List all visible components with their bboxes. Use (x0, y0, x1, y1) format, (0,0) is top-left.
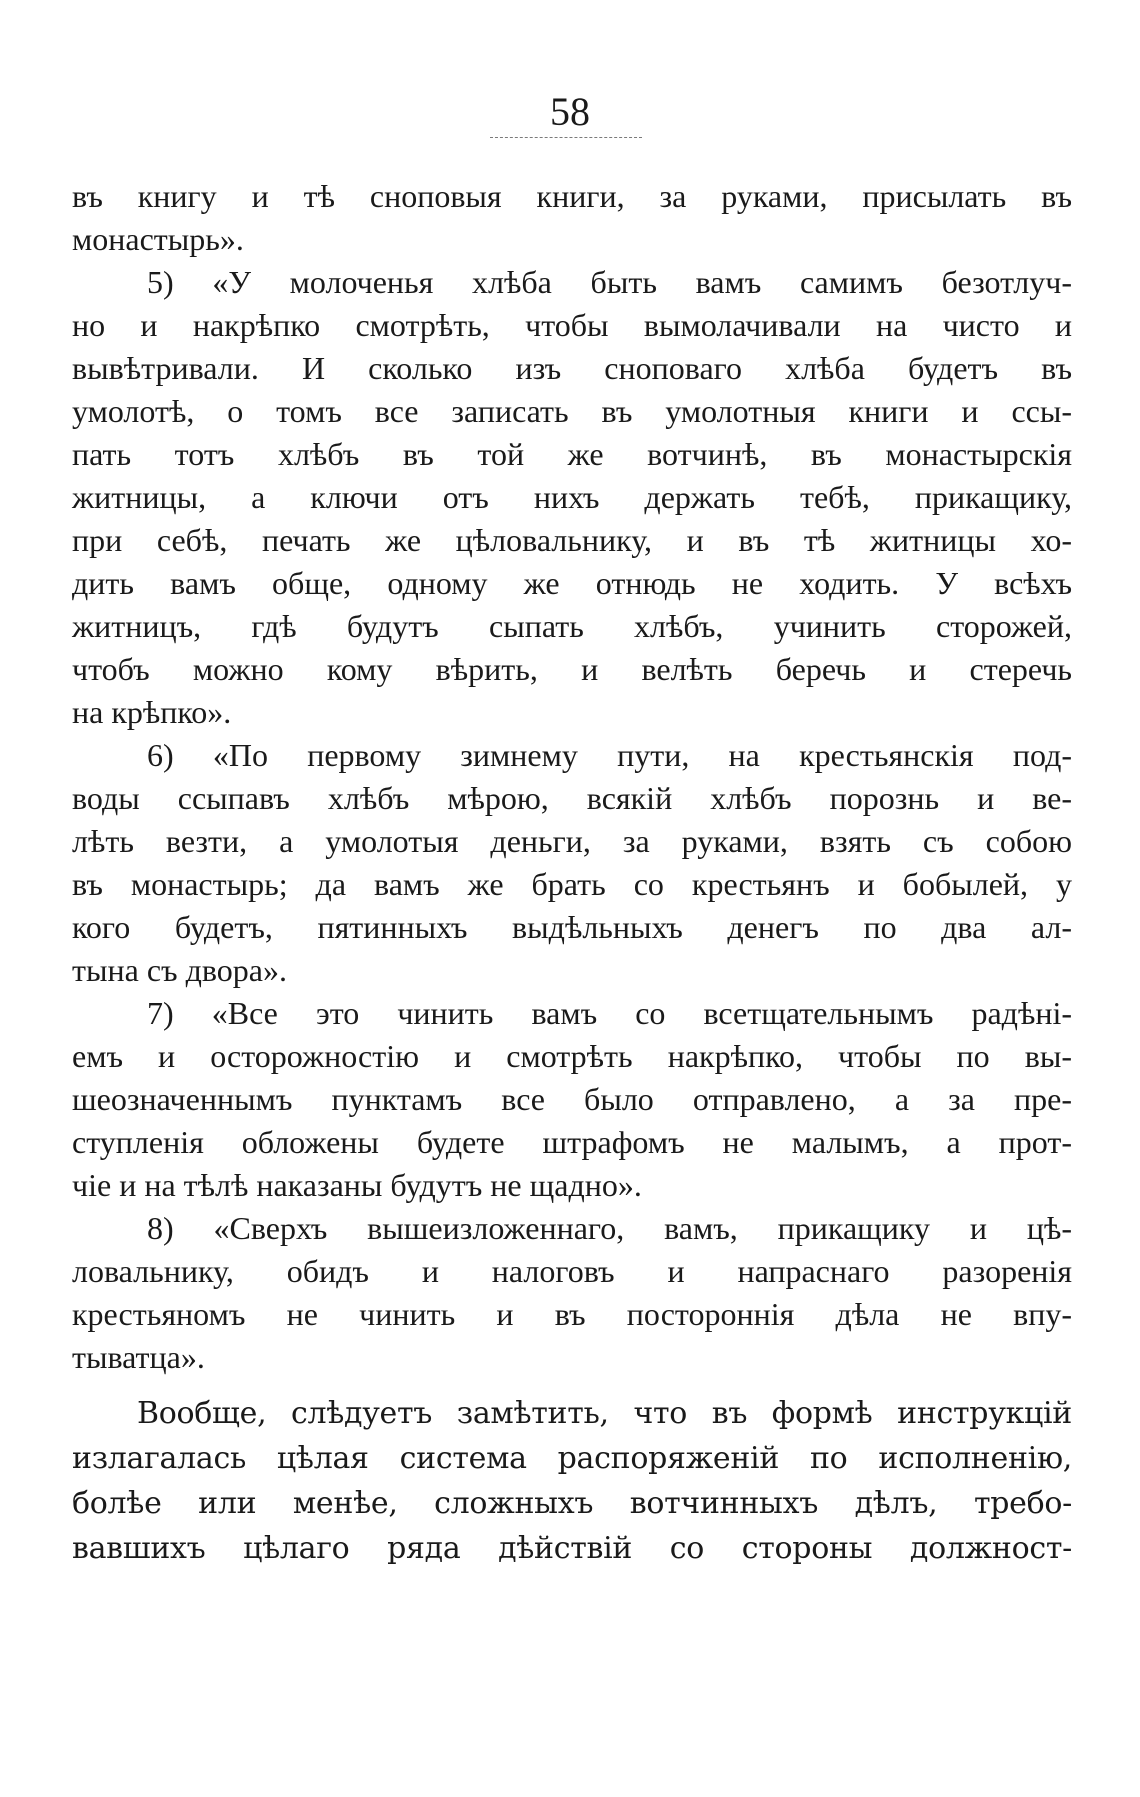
text-line: вывѣтривали. И сколько изъ сноповаго хлѣба будетъ въ (72, 350, 1072, 386)
text-line: излагалась цѣлая система распоряженій по исполненію, (72, 1441, 1072, 1476)
text-line: лѣть везти, а умолотыя деньги, за руками, взять съ собою (72, 823, 1072, 859)
text-line: умолотѣ, о томъ все записать въ умолотныя книги и ссы- (72, 393, 1072, 429)
text-line: въ книгу и тѣ сноповыя книги, за руками, присылать въ (72, 178, 1072, 214)
text-line: пать тотъ хлѣбъ въ той же вотчинѣ, въ монастырскія (72, 436, 1072, 472)
paragraph-gap (72, 1379, 1072, 1391)
text-line: монастырь». (72, 221, 244, 257)
text-line: ступленія обложены будете штрафомъ не малымъ, а прот- (72, 1124, 1072, 1160)
text-line: чіе и на тѣлѣ наказаны будутъ не щадно». (72, 1167, 642, 1203)
text-line: 5) «У молоченья хлѣба быть вамъ самимъ безотлуч- (147, 264, 1072, 300)
text-line: шеозначеннымъ пунктамъ все было отправлено, а за пре- (72, 1081, 1072, 1117)
text-line: на крѣпко». (72, 694, 232, 730)
text-line: дить вамъ обще, одному же отнюдь не ходить. У всѣхъ (72, 565, 1072, 601)
text-line: тыватца». (72, 1339, 205, 1375)
paragraph-item-8 (72, 1207, 1072, 1379)
text-line: но и накрѣпко смотрѣть, чтобы вымолачивали на чисто и (72, 307, 1072, 343)
text-line: въ монастырь; да вамъ же брать со крестьянъ и бобылей, у (72, 866, 1072, 902)
text-line: емъ и осторожностію и смотрѣть накрѣпко, чтобы по вы- (72, 1038, 1072, 1074)
text-line: 7) «Все это чинить вамъ со всетщательнымъ радѣні- (147, 995, 1072, 1031)
text-line: чтобъ можно кому вѣрить, и велѣть беречь и стеречь (72, 651, 1072, 687)
text-line: ловальнику, обидъ и налоговъ и напраснаго разоренія (72, 1253, 1072, 1289)
paragraph-continuation (72, 175, 1072, 261)
text-line: при себѣ, печать же цѣловальнику, и въ тѣ житницы хо- (72, 522, 1072, 558)
body-text (72, 175, 1072, 1571)
text-line: тына съ двора». (72, 952, 287, 988)
text-line: кого будетъ, пятинныхъ выдѣльныхъ денегъ по два ал- (72, 909, 1072, 945)
text-line: житницы, а ключи отъ нихъ держать тебѣ, прикащику, (72, 479, 1072, 515)
text-line: житницъ, гдѣ будутъ сыпать хлѣбъ, учинить сторожей, (72, 608, 1072, 644)
text-line: 8) «Сверхъ вышеизложеннаго, вамъ, прикащику и цѣ- (147, 1210, 1072, 1246)
paragraph-item-5 (72, 261, 1072, 734)
paragraph-item-6 (72, 734, 1072, 992)
text-line: 6) «По первому зимнему пути, на крестьянскія под- (147, 737, 1072, 773)
paragraph-item-7 (72, 992, 1072, 1207)
text-line: вавшихъ цѣлаго ряда дѣйствій со стороны должност- (72, 1531, 1072, 1566)
page-number: 58 (550, 89, 590, 134)
text-line: Вообще, слѣдуетъ замѣтить, что въ формѣ инструкцій (137, 1396, 1072, 1431)
paragraph-commentary (72, 1391, 1072, 1571)
header-rule (490, 137, 642, 138)
text-line: воды ссыпавъ хлѣбъ мѣрою, всякій хлѣбъ порознь и ве- (72, 780, 1072, 816)
text-line: крестьяномъ не чинить и въ постороннія дѣла не впу- (72, 1296, 1072, 1332)
text-line: болѣе или менѣе, сложныхъ вотчинныхъ дѣлъ, требо- (72, 1486, 1072, 1521)
page-header (0, 89, 1140, 134)
